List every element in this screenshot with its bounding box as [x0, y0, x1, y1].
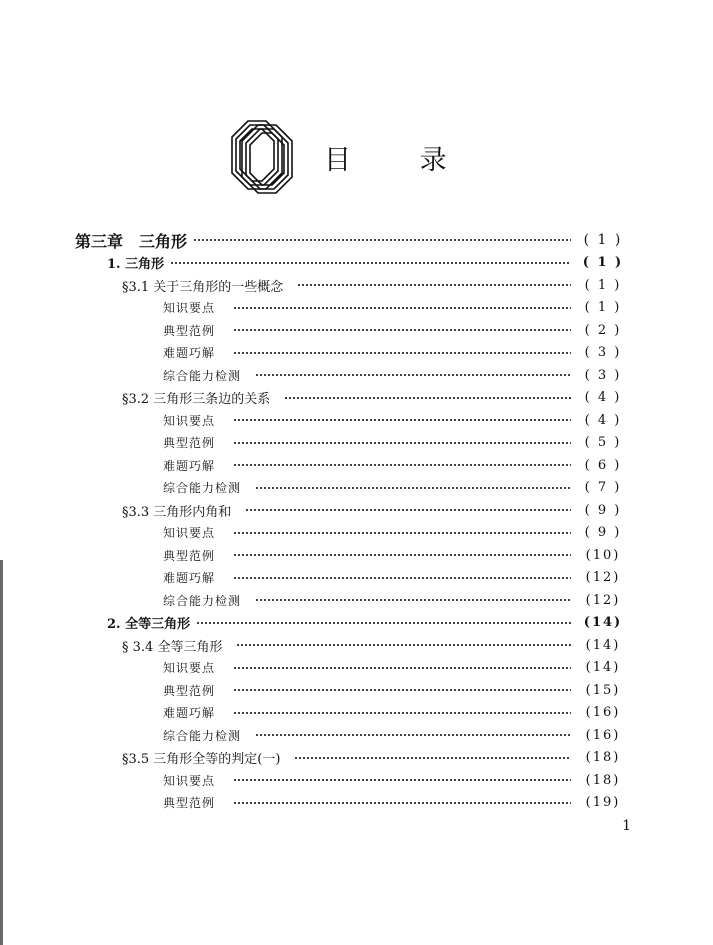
toc-item-row[interactable] — [0, 297, 713, 320]
table-of-contents — [0, 229, 713, 814]
toc-entry-label: 典型范例 — [163, 436, 216, 451]
toc-subsection-row[interactable] — [0, 747, 713, 770]
toc-page-ref: ( 9 ) — [584, 525, 622, 541]
toc-entry-label: 第三章 三角形 — [75, 231, 188, 251]
dot-leader — [233, 325, 571, 335]
dot-leader — [284, 393, 571, 403]
toc-entry-label: §3.2 三角形三条边的关系 — [122, 392, 271, 408]
toc-entry-label: 知识要点 — [163, 661, 216, 676]
toc-page-ref: (16) — [585, 705, 621, 721]
toc-page-ref: (19) — [585, 795, 621, 811]
toc-entry-label: 难题巧解 — [163, 706, 216, 721]
toc-page-ref: ( 1 ) — [582, 255, 624, 271]
toc-entry-label: 难题巧解 — [163, 571, 216, 586]
dot-leader — [170, 258, 571, 268]
dot-leader — [233, 775, 571, 785]
toc-entry-label: 难题巧解 — [163, 458, 216, 473]
toc-entry-label: 知识要点 — [163, 301, 216, 316]
toc-item-row[interactable] — [0, 724, 713, 747]
toc-page-ref: ( 6 ) — [584, 457, 622, 473]
dot-leader — [233, 415, 571, 425]
dot-leader — [255, 370, 571, 380]
dot-leader — [236, 640, 571, 650]
toc-subsection-row[interactable] — [0, 499, 713, 522]
dot-leader — [297, 280, 571, 290]
toc-item-row[interactable] — [0, 342, 713, 365]
toc-page-ref: ( 7 ) — [584, 480, 622, 496]
toc-page-ref: (14) — [585, 637, 621, 653]
toc-page-ref: (18) — [585, 772, 621, 788]
toc-item-row[interactable] — [0, 409, 713, 432]
toc-chapter-row[interactable] — [0, 229, 713, 252]
toc-item-row[interactable] — [0, 477, 713, 500]
toc-page-ref: (12) — [585, 592, 621, 608]
toc-entry-label: 综合能力检测 — [163, 368, 242, 383]
toc-entry-label: 典型范例 — [163, 683, 216, 698]
toc-page-ref: ( 4 ) — [584, 412, 622, 428]
toc-page-ref: (14) — [585, 660, 621, 676]
dot-leader — [255, 483, 571, 493]
toc-item-row[interactable] — [0, 589, 713, 612]
toc-entry-label: 典型范例 — [163, 796, 216, 811]
toc-entry-label: 知识要点 — [163, 526, 216, 541]
toc-entry-label: 综合能力检测 — [163, 593, 242, 608]
dot-leader — [233, 685, 571, 695]
toc-header — [222, 112, 477, 202]
dot-leader — [245, 505, 571, 515]
toc-page-ref: ( 1 ) — [584, 277, 622, 293]
toc-entry-label: §3.5 三角形全等的判定(一) — [122, 752, 281, 768]
toc-page-ref: (15) — [585, 682, 621, 698]
dot-leader — [233, 798, 571, 808]
toc-page-ref: ( 3 ) — [584, 345, 622, 361]
toc-page-ref: (12) — [585, 570, 621, 586]
toc-page-ref: (16) — [585, 727, 621, 743]
dot-leader — [233, 708, 571, 718]
toc-entry-label: 知识要点 — [163, 773, 216, 788]
toc-subsection-row[interactable] — [0, 634, 713, 657]
dot-leader — [255, 595, 571, 605]
toc-entry-label: § 3.4 全等三角形 — [122, 639, 223, 655]
toc-entry-label: 综合能力检测 — [163, 481, 242, 496]
page-title: 目 录 — [324, 144, 477, 176]
toc-item-row[interactable] — [0, 319, 713, 342]
dot-leader — [193, 235, 571, 245]
toc-entry-label: 典型范例 — [163, 323, 216, 338]
toc-page-ref: (14) — [583, 615, 623, 631]
toc-page-ref: ( 9 ) — [584, 502, 622, 518]
toc-entry-label: 2. 全等三角形 — [107, 617, 191, 633]
interlocked-octagon-logo-icon — [222, 117, 302, 197]
toc-entry-label: 知识要点 — [163, 413, 216, 428]
dot-leader — [255, 730, 571, 740]
dot-leader — [233, 550, 571, 560]
toc-page-ref: ( 1 ) — [583, 232, 623, 249]
toc-page-ref: ( 3 ) — [584, 367, 622, 383]
toc-section-row[interactable] — [0, 612, 713, 635]
dot-leader — [233, 663, 571, 673]
toc-entry-label: 难题巧解 — [163, 346, 216, 361]
toc-entry-label: 综合能力检测 — [163, 728, 242, 743]
toc-item-row[interactable] — [0, 769, 713, 792]
toc-page-ref: ( 1 ) — [584, 300, 622, 316]
toc-item-row[interactable] — [0, 364, 713, 387]
toc-item-row[interactable] — [0, 792, 713, 815]
toc-item-row[interactable] — [0, 657, 713, 680]
toc-item-row[interactable] — [0, 702, 713, 725]
toc-item-row[interactable] — [0, 544, 713, 567]
page-number: 1 — [622, 818, 631, 834]
dot-leader — [233, 438, 571, 448]
toc-entry-label: §3.1 关于三角形的一些概念 — [122, 279, 284, 295]
dot-leader — [233, 460, 571, 470]
toc-entry-label: 典型范例 — [163, 548, 216, 563]
toc-page-ref: ( 2 ) — [584, 322, 622, 338]
toc-item-row[interactable] — [0, 522, 713, 545]
toc-page-ref: ( 5 ) — [584, 435, 622, 451]
toc-section-row[interactable] — [0, 252, 713, 275]
toc-page-ref: ( 4 ) — [584, 390, 622, 406]
toc-item-row[interactable] — [0, 432, 713, 455]
toc-item-row[interactable] — [0, 567, 713, 590]
dot-leader — [196, 618, 571, 628]
toc-entry-label: 1. 三角形 — [107, 257, 165, 273]
toc-subsection-row[interactable] — [0, 274, 713, 297]
toc-entry-label: §3.3 三角形内角和 — [122, 504, 232, 520]
toc-page-ref: (10) — [585, 547, 621, 563]
dot-leader — [233, 303, 571, 313]
toc-subsection-row[interactable] — [0, 387, 713, 410]
dot-leader — [294, 753, 571, 763]
dot-leader — [233, 573, 571, 583]
dot-leader — [233, 348, 571, 358]
toc-item-row[interactable] — [0, 679, 713, 702]
toc-item-row[interactable] — [0, 454, 713, 477]
toc-page-ref: (18) — [585, 750, 621, 766]
dot-leader — [233, 528, 571, 538]
